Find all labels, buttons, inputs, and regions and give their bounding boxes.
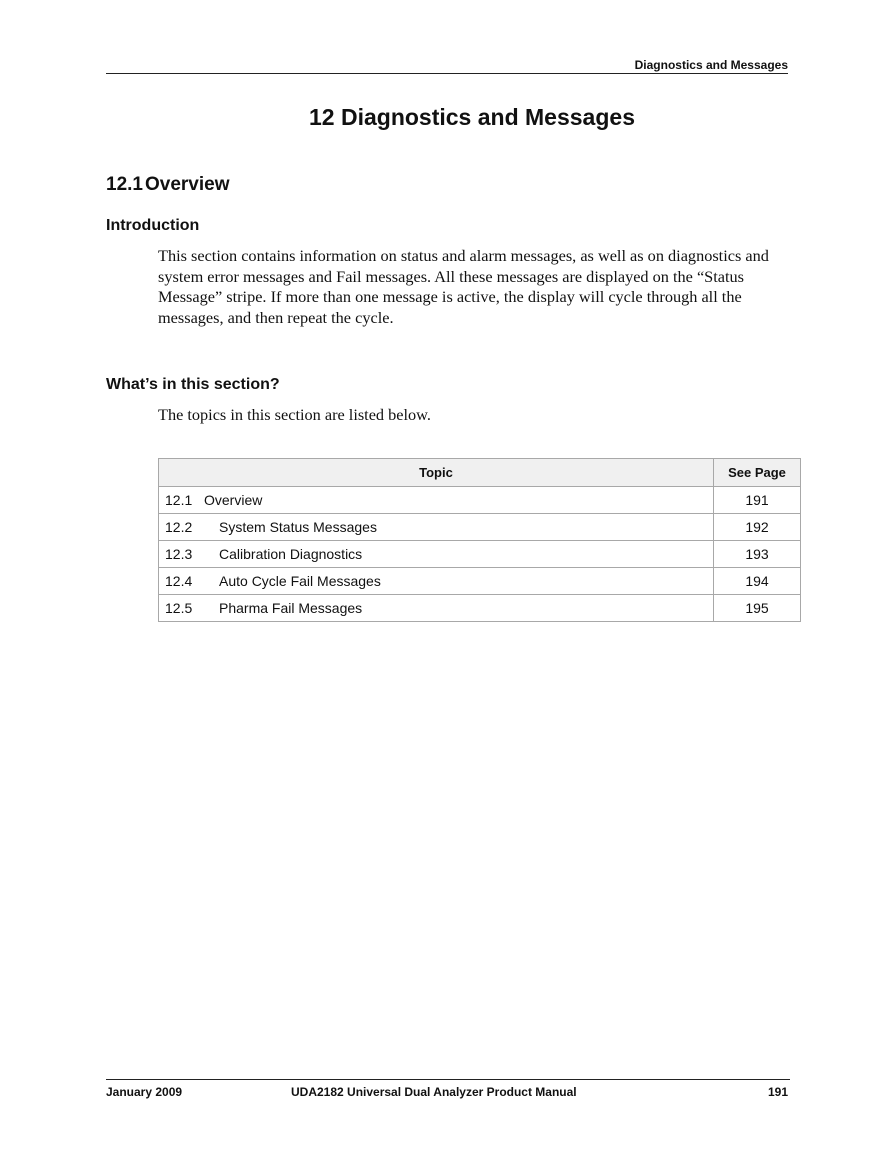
page-cell: 194 bbox=[714, 568, 801, 595]
chapter-title: 12 Diagnostics and Messages bbox=[309, 104, 635, 130]
topic-number: 12.4 bbox=[165, 573, 193, 589]
see-page-column-header: See Page bbox=[714, 459, 801, 487]
topic-name: Auto Cycle Fail Messages bbox=[219, 573, 381, 589]
table-row bbox=[159, 514, 801, 541]
page-cell: 195 bbox=[714, 595, 801, 622]
table-row bbox=[159, 487, 801, 514]
table-row bbox=[159, 541, 801, 568]
page-cell: 193 bbox=[714, 541, 801, 568]
introduction-paragraph: This section contains information on status and alarm messages, as well as on diagnostics and system error messages and Fail messages. All these messages are displayed on the “Status Message” stripe. If more than one message is active, the display will cycle through all the messages, and then repeat the cycle. bbox=[158, 246, 769, 327]
topics-table-header-row bbox=[159, 459, 801, 487]
table-row bbox=[159, 595, 801, 622]
topic-number: 12.1 bbox=[165, 492, 193, 508]
footer-date: January 2009 bbox=[106, 1085, 183, 1099]
table-row bbox=[159, 568, 801, 595]
page-cell: 191 bbox=[714, 487, 801, 514]
whats-in-section-paragraph: The topics in this section are listed below. bbox=[158, 405, 431, 424]
footer-manual-title: UDA2182 Universal Dual Analyzer Product Manual bbox=[291, 1085, 577, 1099]
page-footer bbox=[106, 1079, 790, 1099]
topic-name: Calibration Diagnostics bbox=[219, 546, 363, 562]
whats-in-section-heading: What’s in this section? bbox=[106, 376, 280, 393]
topic-cell bbox=[159, 514, 714, 541]
topics-table bbox=[158, 458, 801, 622]
section-number: 12.1 bbox=[106, 174, 143, 195]
topic-cell bbox=[159, 541, 714, 568]
topic-cell bbox=[159, 595, 714, 622]
topic-number: 12.3 bbox=[165, 546, 193, 562]
topic-name: System Status Messages bbox=[219, 519, 377, 535]
running-header: Diagnostics and Messages bbox=[106, 58, 788, 74]
topic-name: Pharma Fail Messages bbox=[219, 600, 363, 616]
introduction-heading: Introduction bbox=[106, 217, 200, 234]
page-cell: 192 bbox=[714, 514, 801, 541]
topic-cell bbox=[159, 487, 714, 514]
footer-page-number: 191 bbox=[767, 1085, 788, 1099]
topic-cell bbox=[159, 568, 714, 595]
section-name: Overview bbox=[144, 174, 230, 195]
topic-number: 12.5 bbox=[165, 600, 193, 616]
topic-column-header: Topic bbox=[159, 459, 714, 487]
section-title bbox=[106, 174, 229, 196]
topic-number: 12.2 bbox=[165, 519, 193, 535]
topic-name: Overview bbox=[204, 492, 263, 508]
